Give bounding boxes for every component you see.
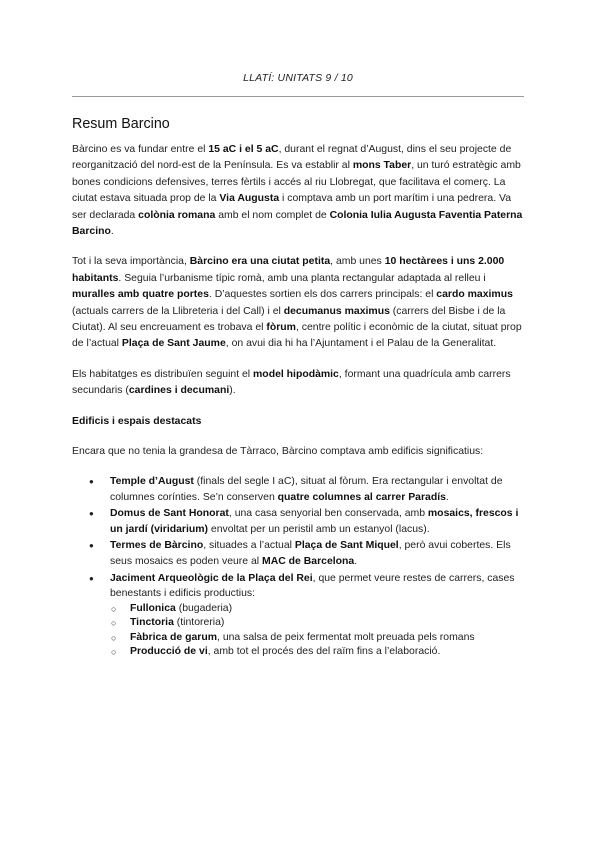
list-item-temple: ● Temple d’August (finals del segle I aC), situat al fòrum. Era rectangular i envoltat de columnes corínties. Se’n conserven quatre columnes al carrer Paradís. [72,474,528,505]
list-item-jaciment: ● Jaciment Arqueològic de la Plaça del Rei, que permet veure restes de carrers, cases benestants i edificis productius: ○ Fullonica (bugaderia) ○ Tinctoria (tintoreria) ○ Fàbrica de garum, una salsa de peix fermentat molt preuada pels romans ○ Producció de vi, amb tot el procés des del raïm fins a l’elaboració. [72,571,528,660]
buildings-list [72,474,528,660]
subsection-heading: Edificis i espais destacats [72,415,202,427]
sublist-item-tinctoria: ○ Tinctoria (tintoreria) [110,616,528,631]
document-body [72,116,528,661]
productive-buildings-sublist [110,602,528,660]
paragraph-housing: Els habitatges es distribuïen seguint el model hipodàmic, formant una quadrícula amb carrers secundaris (cardines i decumani). [72,368,511,397]
list-item-termes: ● Termes de Bàrcino, situades a l’actual Plaça de Sant Miquel, però avui cobertes. Els seus mosaics es poden veure al MAC de Barcelona. [72,538,528,569]
sublist-item-vi: ○ Producció de vi, amb tot el procés des del raïm fins a l’elaboració. [110,645,528,660]
paragraph-foundation: Bàrcino es va fundar entre el 15 aC i el 5 aC, durant el regnat d’August, dins el seu projecte de reorganització del nord-est de la Península. Es va establir al mons Taber, un turó estratègic amb bones condicions defensives, terres fèrtils i accés al riu Llobregat, que facilitava el comerç. La ciutat estava situada prop de la Via Augusta i comptava amb un port marítim i una pedrera. Va ser declarada colònia romana amb el nom complet de Colonia Iulia Augusta Faventia Paterna Barcino. [72,144,523,238]
sublist-item-garum: ○ Fàbrica de garum, una salsa de peix fermentat molt preuada pels romans [110,631,528,646]
sublist-item-fullonica: ○ Fullonica (bugaderia) [110,602,528,617]
paragraph-intro: Encara que no tenia la grandesa de Tàrraco, Bàrcino comptava amb edificis significatius: [72,445,484,457]
list-item-domus: ● Domus de Sant Honorat, una casa senyorial ben conservada, amb mosaics, frescos i un jardí (viridarium) envoltat per un peristil amb un estanyol (lacus). [72,506,528,537]
section-title: Resum Barcino [72,116,170,132]
header-divider [72,96,524,97]
page-header: LLATÍ: UNITATS 9 / 10 [243,72,353,84]
paragraph-urbanism: Tot i la seva importància, Bàrcino era una ciutat petita, amb unes 10 hectàrees i uns 2.000 habitants. Seguia l’urbanisme típic romà, amb una planta rectangular adaptada al relleu i muralles amb quatre portes. D’aquestes sortien els dos carrers principals: el cardo maximus (actuals carrers de la Llibreteria i del Call) i el decumanus maximus (carrers del Bisbe i de la Ciutat). Al seu encreuament es trobava el fòrum, centre polític i econòmic de la ciutat, situat prop de l’actual Plaça de Sant Jaume, on avui dia hi ha l’Ajuntament i el Palau de la Generalitat. [72,256,522,350]
